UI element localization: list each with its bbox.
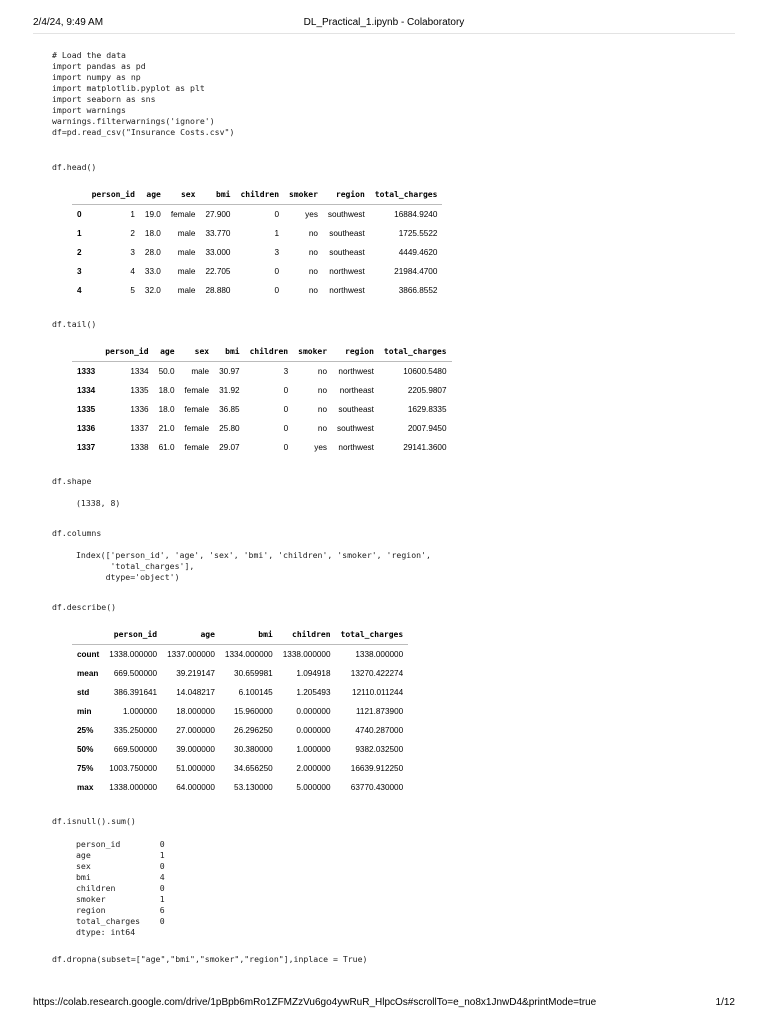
table-cell: 53.130000 <box>234 783 273 792</box>
row-index: min <box>77 707 92 716</box>
code-cell-describe[interactable]: df.describe() <box>52 602 117 612</box>
table-cell: 13270.422274 <box>350 669 404 678</box>
table-cell: 669.500000 <box>113 745 158 754</box>
table-cell: 1338.000000 <box>282 650 331 659</box>
table-row <box>72 702 408 721</box>
table-row <box>72 778 408 797</box>
row-index: mean <box>77 669 99 678</box>
column-header: sex <box>180 342 215 362</box>
table-row <box>72 281 442 300</box>
table-cell: yes <box>305 210 318 219</box>
row-index: 0 <box>77 210 82 219</box>
table-cell: 6.100145 <box>238 688 273 697</box>
table-cell: 21984.4700 <box>394 267 438 276</box>
column-header: age <box>154 342 180 362</box>
code-cell-load-data[interactable]: # Load the data import pandas as pd import numpy as np import matplotlib.pyplot as plt import seaborn as sns import warnings warnings.filterwarnings('ignore') df=pd.read_csv("Insurance Costs.csv") <box>52 50 235 137</box>
table-cell: 29141.3600 <box>403 443 447 452</box>
table-cell: 19.0 <box>144 210 161 219</box>
table-row <box>72 205 442 225</box>
table-cell: 2.000000 <box>296 764 331 773</box>
table-cell: 27.000000 <box>176 726 215 735</box>
page-number: 1/12 <box>715 997 735 1008</box>
table-cell: northwest <box>329 286 365 295</box>
row-index: std <box>77 688 90 697</box>
table-cell: 2007.9450 <box>407 424 447 433</box>
table-cell: 335.250000 <box>113 726 158 735</box>
table-cell: female <box>184 424 210 433</box>
table-cell: male <box>177 229 196 238</box>
table-cell: 12110.011244 <box>352 688 404 697</box>
table-cell: 1338.000000 <box>355 650 404 659</box>
table-cell: 16639.912250 <box>350 764 404 773</box>
column-header: age <box>162 625 220 645</box>
table-cell: no <box>317 424 328 433</box>
code-cell-isnull[interactable]: df.isnull().sum() <box>52 816 136 826</box>
table-header-row <box>72 625 408 645</box>
table-cell: female <box>184 405 210 414</box>
table-cell: 39.219147 <box>176 669 215 678</box>
table-cell: male <box>177 286 196 295</box>
table-cell: 0 <box>283 443 289 452</box>
table-cell: male <box>177 248 196 257</box>
table-cell: 1.000000 <box>122 707 158 716</box>
table-cell: 25.80 <box>219 424 240 433</box>
table-cell: 0 <box>274 286 280 295</box>
table-cell: 18.0 <box>144 229 161 238</box>
page-title: DL_Practical_1.ipynb - Colaboratory <box>303 17 465 28</box>
describe-dataframe <box>72 625 408 797</box>
table-cell: 29.07 <box>219 443 240 452</box>
column-header: children <box>235 185 284 205</box>
column-header: region <box>332 342 379 362</box>
table-cell: 32.0 <box>144 286 161 295</box>
table-row <box>72 262 442 281</box>
row-index: 50% <box>77 745 94 754</box>
code-cell-head[interactable]: df.head() <box>52 162 97 172</box>
table-cell: southwest <box>337 424 374 433</box>
table-cell: 27.900 <box>205 210 231 219</box>
table-row <box>72 759 408 778</box>
column-header <box>72 342 100 362</box>
table-row <box>72 683 408 702</box>
table-cell: 34.656250 <box>234 764 273 773</box>
table-cell: 1336 <box>130 405 149 414</box>
table-cell: 0 <box>274 210 280 219</box>
output-isnull: person_id 0 age 1 sex 0 bmi 4 children 0 smoker 1 region 6 total_charges 0 dtype: int64 <box>76 839 165 937</box>
row-index: 1335 <box>77 405 96 414</box>
table-cell: 2205.9807 <box>407 386 447 395</box>
table-cell: 2 <box>130 229 135 238</box>
column-header: age <box>140 185 166 205</box>
table-cell: 39.000000 <box>176 745 215 754</box>
code-cell-columns[interactable]: df.columns <box>52 528 102 538</box>
table-row <box>72 243 442 262</box>
table-cell: 18.000000 <box>176 707 215 716</box>
table-row <box>72 224 442 243</box>
table-cell: 3 <box>130 248 135 257</box>
table-cell: 3 <box>283 367 289 376</box>
table-cell: 0 <box>274 267 280 276</box>
table-row <box>72 645 408 665</box>
table-row <box>72 419 452 438</box>
table-cell: 0 <box>283 405 289 414</box>
table-cell: 1334 <box>130 367 149 376</box>
table-cell: female <box>170 210 196 219</box>
table-cell: 18.0 <box>158 405 175 414</box>
table-cell: northwest <box>338 367 374 376</box>
column-header: smoker <box>284 185 323 205</box>
column-header: children <box>278 625 336 645</box>
table-cell: 28.880 <box>205 286 231 295</box>
row-index: 1337 <box>77 443 96 452</box>
table-cell: male <box>177 267 196 276</box>
table-row <box>72 381 452 400</box>
column-header: person_id <box>100 342 153 362</box>
table-cell: 50.0 <box>158 367 175 376</box>
code-cell-dropna[interactable]: df.dropna(subset=["age","bmi","smoker","region"],inplace = True) <box>52 954 368 964</box>
table-row <box>72 400 452 419</box>
table-header-row <box>72 342 452 362</box>
column-header: total_charges <box>336 625 409 645</box>
table-cell: 63770.430000 <box>350 783 404 792</box>
footer-url: https://colab.research.google.com/drive/1pBpb6mRo1ZFMZzVu6go4ywRuR_HlpcOs#scrollTo=e_no8x1JnwD4&printMode=true <box>33 997 597 1008</box>
table-cell: 51.000000 <box>176 764 215 773</box>
table-cell: 3 <box>274 248 280 257</box>
table-cell: 14.048217 <box>176 688 215 697</box>
table-cell: 18.0 <box>158 386 175 395</box>
row-index: 1 <box>77 229 82 238</box>
table-cell: 64.000000 <box>176 783 215 792</box>
table-cell: male <box>191 367 210 376</box>
table-cell: 5.000000 <box>296 783 331 792</box>
column-header: person_id <box>87 185 140 205</box>
column-header: bmi <box>200 185 235 205</box>
table-cell: yes <box>314 443 328 452</box>
table-cell: female <box>184 386 210 395</box>
column-header: bmi <box>214 342 245 362</box>
table-cell: northwest <box>329 267 365 276</box>
table-cell: 1 <box>130 210 135 219</box>
table-cell: 1338.000000 <box>109 783 158 792</box>
table-cell: 5 <box>130 286 135 295</box>
table-cell: 4 <box>130 267 135 276</box>
table-cell: 22.705 <box>205 267 231 276</box>
tail-dataframe <box>72 342 452 457</box>
column-header: person_id <box>104 625 162 645</box>
column-header: bmi <box>220 625 278 645</box>
code-cell-tail[interactable]: df.tail() <box>52 319 97 329</box>
table-cell: no <box>308 286 318 295</box>
table-cell: 30.380000 <box>234 745 273 754</box>
table-cell: no <box>317 367 328 376</box>
table-cell: no <box>317 405 328 414</box>
table-cell: 386.391641 <box>113 688 158 697</box>
table-cell: northwest <box>338 443 374 452</box>
table-cell: 0 <box>283 386 289 395</box>
table-cell: 33.000 <box>205 248 231 257</box>
table-row <box>72 740 408 759</box>
table-cell: female <box>184 443 210 452</box>
row-index: 2 <box>77 248 82 257</box>
row-index: 25% <box>77 726 94 735</box>
table-cell: no <box>308 267 318 276</box>
table-cell: 1337.000000 <box>167 650 215 659</box>
table-cell: 26.296250 <box>234 726 273 735</box>
row-index: 1333 <box>77 367 96 376</box>
table-cell: 36.85 <box>219 405 240 414</box>
column-header: total_charges <box>379 342 452 362</box>
output-columns: Index(['person_id', 'age', 'sex', 'bmi', 'children', 'smoker', 'region', 'total_charges'], dtype='object') <box>76 550 431 582</box>
table-cell: 33.0 <box>144 267 161 276</box>
table-cell: 1.094918 <box>296 669 331 678</box>
table-cell: 9382.032500 <box>355 745 404 754</box>
table-cell: 0.000000 <box>296 726 331 735</box>
table-cell: 669.500000 <box>113 669 158 678</box>
table-cell: 1.205493 <box>296 688 331 697</box>
table-cell: 3866.8552 <box>398 286 438 295</box>
table-cell: southeast <box>329 248 365 257</box>
table-header-row <box>72 185 442 205</box>
row-index: 75% <box>77 764 94 773</box>
table-row <box>72 438 452 457</box>
table-cell: no <box>308 229 318 238</box>
table-cell: 33.770 <box>205 229 231 238</box>
table-cell: 1335 <box>130 386 149 395</box>
table-cell: 4740.287000 <box>355 726 404 735</box>
row-index: 4 <box>77 286 82 295</box>
table-cell: 1725.5522 <box>398 229 438 238</box>
table-cell: no <box>308 248 318 257</box>
print-date: 2/4/24, 9:49 AM <box>33 17 104 28</box>
column-header: sex <box>166 185 201 205</box>
print-header <box>33 17 735 31</box>
column-header: region <box>323 185 370 205</box>
table-cell: 15.960000 <box>234 707 273 716</box>
table-row <box>72 362 452 382</box>
table-cell: 1337 <box>130 424 149 433</box>
table-cell: 0.000000 <box>296 707 331 716</box>
table-cell: 16884.9240 <box>394 210 438 219</box>
header-divider <box>33 33 735 34</box>
table-cell: 1121.873900 <box>355 707 404 716</box>
column-header <box>72 185 87 205</box>
row-index: max <box>77 783 94 792</box>
row-index: count <box>77 650 100 659</box>
column-header: children <box>245 342 294 362</box>
column-header <box>72 625 104 645</box>
column-header: smoker <box>293 342 332 362</box>
table-cell: northeast <box>339 386 374 395</box>
table-cell: 1 <box>274 229 280 238</box>
table-cell: 4449.4620 <box>398 248 438 257</box>
column-header: total_charges <box>370 185 443 205</box>
table-cell: southeast <box>338 405 374 414</box>
table-cell: 21.0 <box>158 424 175 433</box>
table-cell: 1334.000000 <box>224 650 273 659</box>
table-cell: no <box>317 386 328 395</box>
code-cell-shape[interactable]: df.shape <box>52 476 92 486</box>
row-index: 1334 <box>77 386 96 395</box>
table-cell: 1338 <box>130 443 149 452</box>
table-cell: 1338.000000 <box>109 650 158 659</box>
table-cell: southeast <box>329 229 365 238</box>
table-row <box>72 664 408 683</box>
output-shape: (1338, 8) <box>76 498 121 508</box>
table-cell: 1.000000 <box>296 745 331 754</box>
table-cell: 31.92 <box>219 386 240 395</box>
print-footer <box>33 997 735 1011</box>
table-cell: 28.0 <box>144 248 161 257</box>
row-index: 3 <box>77 267 82 276</box>
table-row <box>72 721 408 740</box>
table-cell: 30.659981 <box>234 669 273 678</box>
table-cell: 1629.8335 <box>407 405 447 414</box>
table-cell: 10600.5480 <box>403 367 447 376</box>
row-index: 1336 <box>77 424 96 433</box>
table-cell: southwest <box>327 210 365 219</box>
head-dataframe <box>72 185 442 300</box>
table-cell: 30.97 <box>219 367 240 376</box>
table-cell: 1003.750000 <box>109 764 158 773</box>
table-cell: 61.0 <box>158 443 175 452</box>
table-cell: 0 <box>283 424 289 433</box>
